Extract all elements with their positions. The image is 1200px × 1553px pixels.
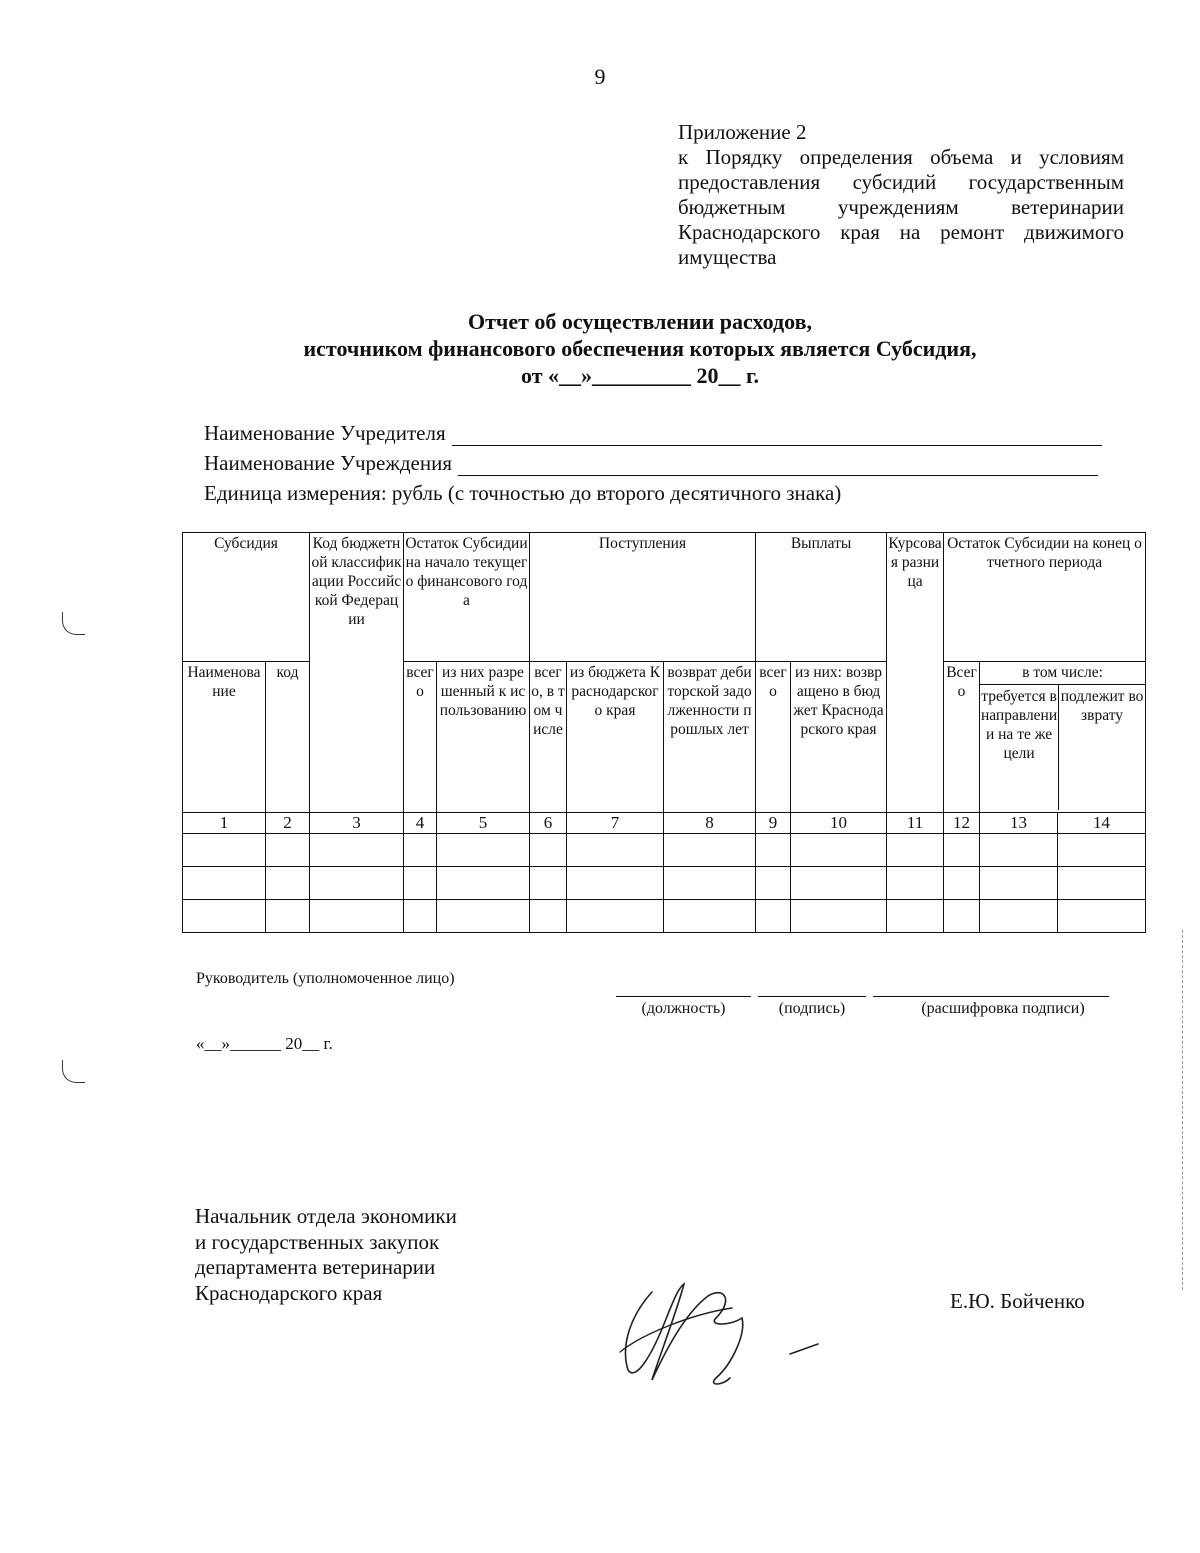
column-numbers-row [183, 813, 1146, 834]
chief-line: Начальник отдела экономики [195, 1204, 457, 1228]
header-subsidy: Субсидия [183, 533, 310, 662]
table-cell[interactable] [1058, 834, 1146, 867]
column-number: 12 [944, 813, 980, 834]
header-allowed: из них разрешенный к использованию [437, 662, 530, 813]
chief-line: и государственных закупок [195, 1229, 440, 1254]
header-including [980, 662, 1146, 813]
appendix-line: имущества [678, 245, 777, 269]
table-cell[interactable] [567, 900, 664, 933]
table-cell[interactable] [887, 867, 944, 900]
table-cell[interactable] [437, 900, 530, 933]
table-cell[interactable] [944, 834, 980, 867]
decoding-caption: (расшифровка подписи) [921, 1000, 1085, 1017]
report-title [0, 308, 1200, 389]
header-payments: Выплаты [756, 533, 887, 662]
header-total: Всего [944, 662, 980, 813]
header-receipts: Поступления [530, 533, 756, 662]
table-cell[interactable] [791, 900, 887, 933]
table-cell[interactable] [530, 867, 567, 900]
table-cell[interactable] [1058, 867, 1146, 900]
column-number: 13 [980, 813, 1058, 834]
table-cell[interactable] [887, 834, 944, 867]
header-name: Наименование [183, 662, 266, 813]
column-number: 5 [437, 813, 530, 834]
table-cell[interactable] [980, 834, 1058, 867]
table-row [183, 900, 1146, 933]
position-caption: (должность) [641, 1000, 726, 1017]
handwritten-signature [612, 1274, 842, 1404]
fold-line [1182, 930, 1183, 1290]
founder-field [204, 420, 1102, 446]
chief-position [195, 1204, 457, 1306]
institution-label: Наименование Учреждения [204, 451, 452, 475]
header-kbk: Код бюджетной классификации Российской Федерации [310, 533, 404, 813]
title-line-1: Отчет об осуществлении расходов, [468, 309, 812, 334]
header-balance-end: Остаток Субсидии на конец отчетного периода [944, 533, 1146, 662]
column-number: 10 [791, 813, 887, 834]
table-cell[interactable] [791, 834, 887, 867]
institution-input-line[interactable] [458, 457, 1098, 476]
header-code: код [266, 662, 310, 813]
decoding-line[interactable] [873, 996, 1109, 997]
position-line[interactable] [616, 996, 751, 997]
hole-punch-mark [62, 1060, 85, 1083]
table-cell[interactable] [756, 867, 791, 900]
column-number: 11 [887, 813, 944, 834]
table-cell[interactable] [530, 834, 567, 867]
header-balance-start: Остаток Субсидии на начало текущего финансового года [404, 533, 530, 662]
appendix-line: к Порядку определения объема и условиям [678, 145, 1124, 169]
table-cell[interactable] [310, 867, 404, 900]
column-number: 1 [183, 813, 266, 834]
table-cell[interactable] [310, 834, 404, 867]
table-cell[interactable] [944, 867, 980, 900]
table-cell[interactable] [980, 867, 1058, 900]
column-number: 14 [1058, 813, 1146, 834]
table-cell[interactable] [437, 867, 530, 900]
column-number: 9 [756, 813, 791, 834]
table-cell[interactable] [1058, 900, 1146, 933]
hole-punch-mark [62, 612, 85, 635]
header-to-return: подлежит возврату [1060, 688, 1144, 724]
table-cell[interactable] [944, 900, 980, 933]
page-number: 9 [594, 64, 606, 89]
table-cell[interactable] [266, 867, 310, 900]
table-cell[interactable] [980, 900, 1058, 933]
column-number: 6 [530, 813, 567, 834]
table-cell[interactable] [183, 867, 266, 900]
header-returned: из них: возвращено в бюджет Краснодарского края [791, 662, 887, 813]
table-cell[interactable] [664, 867, 756, 900]
table-cell[interactable] [183, 834, 266, 867]
table-row [183, 834, 1146, 867]
table-cell[interactable] [266, 834, 310, 867]
table-cell[interactable] [404, 867, 437, 900]
chief-line: департамента ветеринарии [195, 1255, 436, 1279]
table-cell[interactable] [756, 834, 791, 867]
header-receivables: возврат дебиторской задолженности прошлых лет [664, 662, 756, 813]
table-row [183, 867, 1146, 900]
table-cell[interactable] [530, 900, 567, 933]
header-required: требуется в направлении на те же цели [980, 685, 1059, 810]
signature-caption: (подпись) [778, 1000, 846, 1017]
founder-label: Наименование Учредителя [204, 421, 446, 445]
table-cell[interactable] [266, 900, 310, 933]
founder-input-line[interactable] [452, 427, 1102, 446]
table-cell[interactable] [437, 834, 530, 867]
table-cell[interactable] [567, 867, 664, 900]
report-table [182, 532, 1146, 933]
header-total: всего [756, 662, 791, 813]
column-number: 8 [664, 813, 756, 834]
appendix-line: Краснодарского края на ремонт движимого [678, 220, 1124, 244]
header-incl-label: в том числе: [980, 662, 1145, 685]
table-cell[interactable] [183, 900, 266, 933]
table-cell[interactable] [567, 834, 664, 867]
table-cell[interactable] [664, 834, 756, 867]
title-line-3: от «__»_________ 20__ г. [520, 363, 760, 388]
chief-line: Краснодарского края [195, 1280, 383, 1305]
header-total: всего [404, 662, 437, 813]
header-total-incl: всего, в том числе [530, 662, 567, 813]
table-cell[interactable] [756, 900, 791, 933]
title-line-2: источником финансового обеспечения которых является Субсидия, [303, 336, 977, 361]
column-number: 2 [266, 813, 310, 834]
institution-field [204, 450, 1098, 476]
table-cell[interactable] [404, 834, 437, 867]
signature-line[interactable] [758, 996, 866, 997]
table-cell[interactable] [791, 867, 887, 900]
head-role-label: Руководитель (уполномоченное лицо) [196, 970, 455, 987]
date-line: «__»______ 20__ г. [196, 1034, 333, 1053]
table-cell[interactable] [664, 900, 756, 933]
appendix-line: Приложение 2 [678, 120, 807, 144]
column-number: 7 [567, 813, 664, 834]
column-number: 4 [404, 813, 437, 834]
table-cell[interactable] [404, 900, 437, 933]
header-fx-difference: Курсовая разница [887, 533, 944, 813]
table-cell[interactable] [310, 900, 404, 933]
appendix-line: бюджетным учреждениям ветеринарии [678, 195, 1124, 219]
column-number: 3 [310, 813, 404, 834]
table-cell[interactable] [887, 900, 944, 933]
signer-name: Е.Ю. Бойченко [950, 1289, 1085, 1313]
appendix-note [678, 120, 1124, 270]
appendix-line: предоставления субсидий государственным [678, 170, 1124, 194]
unit-of-measure: Единица измерения: рубль (с точностью до второго десятичного знака) [204, 481, 842, 505]
header-from-budget: из бюджета Краснодарского края [567, 662, 664, 813]
